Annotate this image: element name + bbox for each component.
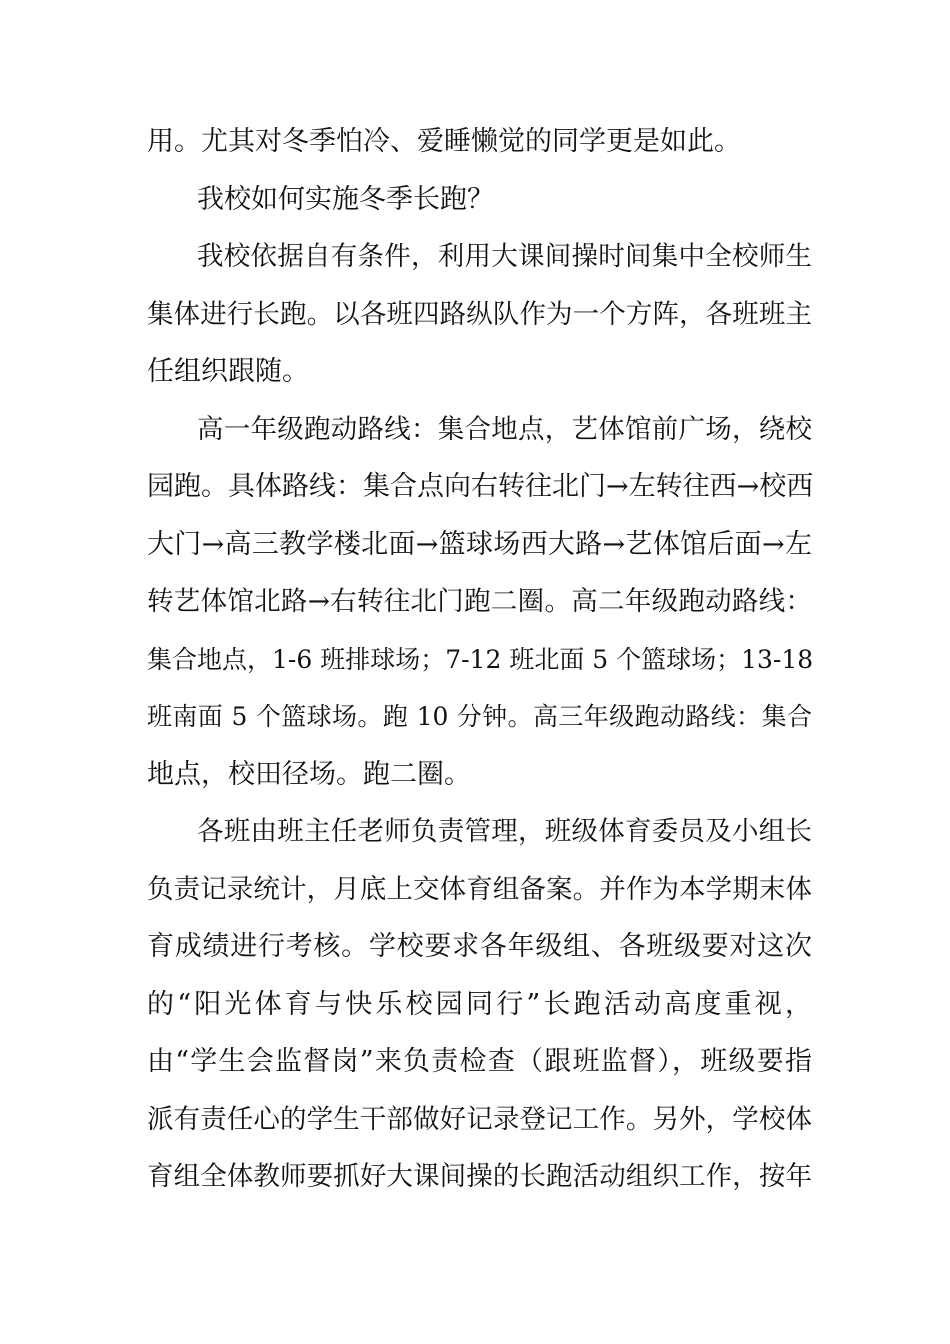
text-line: 集合地点，1-6 班排球场；7-12 班北面 5 个篮球场；13-18: [147, 645, 814, 674]
text-line: 地点，校田径场。跑二圈。: [147, 759, 471, 790]
text-line: 的“阳光体育与快乐校园同行”长跑活动高度重视，: [147, 989, 812, 1020]
text-line: 园跑。具体路线：集合点向右转往北门→左转往西→校西: [147, 471, 814, 502]
text-line: 用。尤其对冬季怕冷、爱睡懒觉的同学更是如此。: [147, 126, 741, 157]
text-line: 任组织跟随。: [147, 356, 309, 387]
text-line: 负责记录统计，月底上交体育组备案。并作为本学期末体: [147, 874, 812, 905]
text-line: 育成绩进行考核。学校要求各年级组、各班级要对这次: [147, 931, 812, 962]
text-line: 由“学生会监督岗”来负责检查（跟班监督），班级要指: [147, 1046, 812, 1077]
text-line: 高一年级跑动路线：集合地点，艺体馆前广场，绕校: [197, 414, 812, 445]
text-line: 转艺体馆北路→右转往北门跑二圈。高二年级跑动路线：: [147, 586, 812, 617]
text-line: 大门→高三教学楼北面→篮球场西大路→艺体馆后面→左: [147, 529, 812, 560]
text-line: 各班由班主任老师负责管理，班级体育委员及小组长: [197, 816, 812, 847]
text-line: 我校依据自有条件，利用大课间操时间集中全校师生: [197, 241, 812, 272]
section-question: 我校如何实施冬季长跑？: [197, 184, 494, 215]
text-line: 育组全体教师要抓好大课间操的长跑活动组织工作，按年: [147, 1161, 812, 1192]
text-line: 集体进行长跑。以各班四路纵队作为一个方阵，各班班主: [147, 299, 812, 330]
text-line: 班南面 5 个篮球场。跑 10 分钟。高三年级跑动路线：集合: [147, 702, 812, 731]
text-line: 派有责任心的学生干部做好记录登记工作。另外，学校体: [147, 1104, 812, 1135]
